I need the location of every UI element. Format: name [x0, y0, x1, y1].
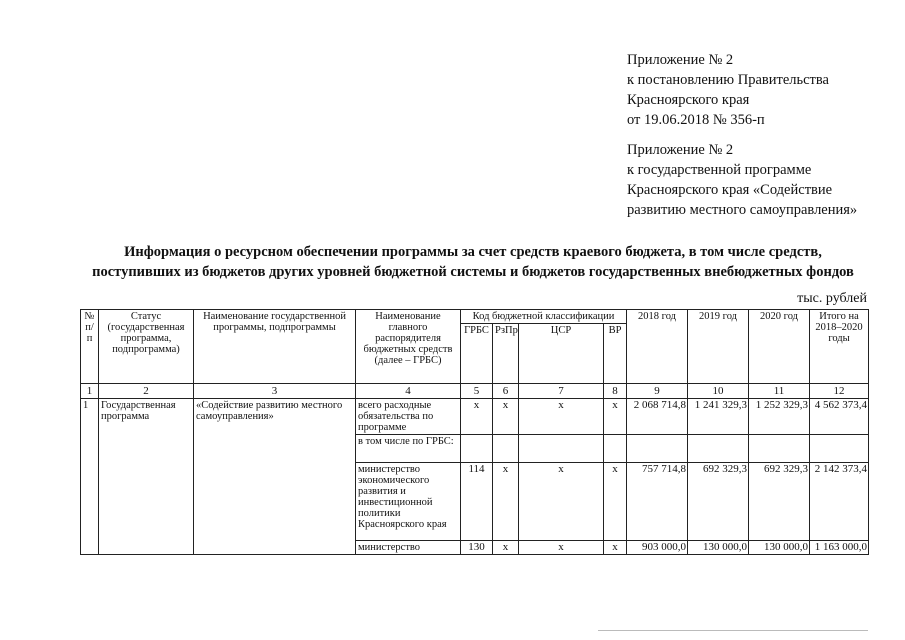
- column-number: 10: [688, 384, 749, 399]
- column-number: 9: [627, 384, 688, 399]
- row-value-2020: [749, 435, 810, 463]
- header-year-2018: 2018 год: [627, 310, 688, 384]
- header-csr: ЦСР: [519, 324, 604, 384]
- appendix-line: к постановлению Правительства: [627, 72, 829, 88]
- appendix-note-resolution: [627, 50, 897, 130]
- header-vr: ВР: [604, 324, 627, 384]
- column-number: 6: [493, 384, 519, 399]
- row-vr: х: [604, 463, 627, 541]
- row-status: Государственная программа: [99, 399, 194, 555]
- row-grbs-code: х: [461, 399, 493, 435]
- row-csr: х: [519, 399, 604, 435]
- row-vr: [604, 435, 627, 463]
- row-value-total: 1 163 000,0: [810, 541, 869, 555]
- header-budget-code: Код бюджетной классификации: [461, 310, 627, 324]
- row-program-name: «Содействие развитию местного самоуправления»: [194, 399, 356, 555]
- row-value-2019: 692 329,3: [688, 463, 749, 541]
- header-rzpr: РзПр: [493, 324, 519, 384]
- row-rzpr: х: [493, 541, 519, 555]
- column-number: 7: [519, 384, 604, 399]
- row-grbs-name: министерство экономического развития и инвестиционной политики Красноярского края: [356, 463, 461, 541]
- row-grbs-name: министерство: [356, 541, 461, 555]
- appendix-line: Приложение № 2: [627, 142, 734, 158]
- row-csr: х: [519, 463, 604, 541]
- row-value-2019: 130 000,0: [688, 541, 749, 555]
- column-number: 3: [194, 384, 356, 399]
- appendix-note-program: [627, 140, 897, 220]
- row-value-2019: [688, 435, 749, 463]
- row-value-2018: [627, 435, 688, 463]
- row-rzpr: х: [493, 399, 519, 435]
- column-number: 8: [604, 384, 627, 399]
- row-vr: х: [604, 541, 627, 555]
- row-csr: х: [519, 541, 604, 555]
- row-value-2020: 130 000,0: [749, 541, 810, 555]
- document-title: [40, 242, 905, 282]
- appendix-line: к государственной программе: [627, 162, 812, 178]
- column-number: 2: [99, 384, 194, 399]
- table-row: [81, 399, 869, 435]
- appendix-line: развитию местного самоуправления»: [627, 202, 858, 218]
- header-year-2019: 2019 год: [688, 310, 749, 384]
- row-num: 1: [81, 399, 99, 555]
- row-value-2020: 1 252 329,3: [749, 399, 810, 435]
- row-value-total: 4 562 373,4: [810, 399, 869, 435]
- row-value-total: 2 142 373,4: [810, 463, 869, 541]
- column-number: 4: [356, 384, 461, 399]
- scan-edge-line: [598, 630, 868, 631]
- header-total: Итого на 2018–2020 годы: [810, 310, 869, 384]
- row-rzpr: х: [493, 463, 519, 541]
- header-program-name: Наименование государственной программы, подпрограммы: [194, 310, 356, 384]
- row-vr: х: [604, 399, 627, 435]
- row-rzpr: [493, 435, 519, 463]
- row-value-2018: 903 000,0: [627, 541, 688, 555]
- appendix-line: Красноярского края «Содействие: [627, 182, 833, 198]
- column-number: 11: [749, 384, 810, 399]
- row-value-2018: 2 068 714,8: [627, 399, 688, 435]
- appendix-line: от 19.06.2018 № 356-п: [627, 112, 765, 128]
- title-line-1: Информация о ресурсном обеспечении программы за счет средств краевого бюджета, в том числе средств,: [124, 244, 822, 260]
- table-header-row: [81, 310, 869, 324]
- column-number-row: [81, 384, 869, 399]
- column-number: 5: [461, 384, 493, 399]
- column-number: 1: [81, 384, 99, 399]
- row-value-total: [810, 435, 869, 463]
- row-grbs-code: [461, 435, 493, 463]
- header-num: № п/п: [81, 310, 99, 384]
- header-grbs-code: ГРБС: [461, 324, 493, 384]
- row-csr: [519, 435, 604, 463]
- header-status: Статус (государственная программа, подпрограмма): [99, 310, 194, 384]
- header-year-2020: 2020 год: [749, 310, 810, 384]
- appendix-line: Приложение № 2: [627, 52, 734, 68]
- row-grbs-code: 130: [461, 541, 493, 555]
- row-grbs-code: 114: [461, 463, 493, 541]
- resource-table: [80, 309, 869, 555]
- units-label: тыс. рублей: [797, 291, 867, 306]
- appendix-line: Красноярского края: [627, 92, 750, 108]
- row-value-2020: 692 329,3: [749, 463, 810, 541]
- column-number: 12: [810, 384, 869, 399]
- row-value-2018: 757 714,8: [627, 463, 688, 541]
- row-value-2019: 1 241 329,3: [688, 399, 749, 435]
- row-grbs-name: в том числе по ГРБС:: [356, 435, 461, 463]
- row-grbs-name: всего расходные обязательства по программе: [356, 399, 461, 435]
- header-grbs-name: Наименование главного распорядителя бюджетных средств (далее – ГРБС): [356, 310, 461, 384]
- title-line-2: поступивших из бюджетов других уровней бюджетной системы и бюджетов государственных внебюджетных фондов: [92, 264, 854, 280]
